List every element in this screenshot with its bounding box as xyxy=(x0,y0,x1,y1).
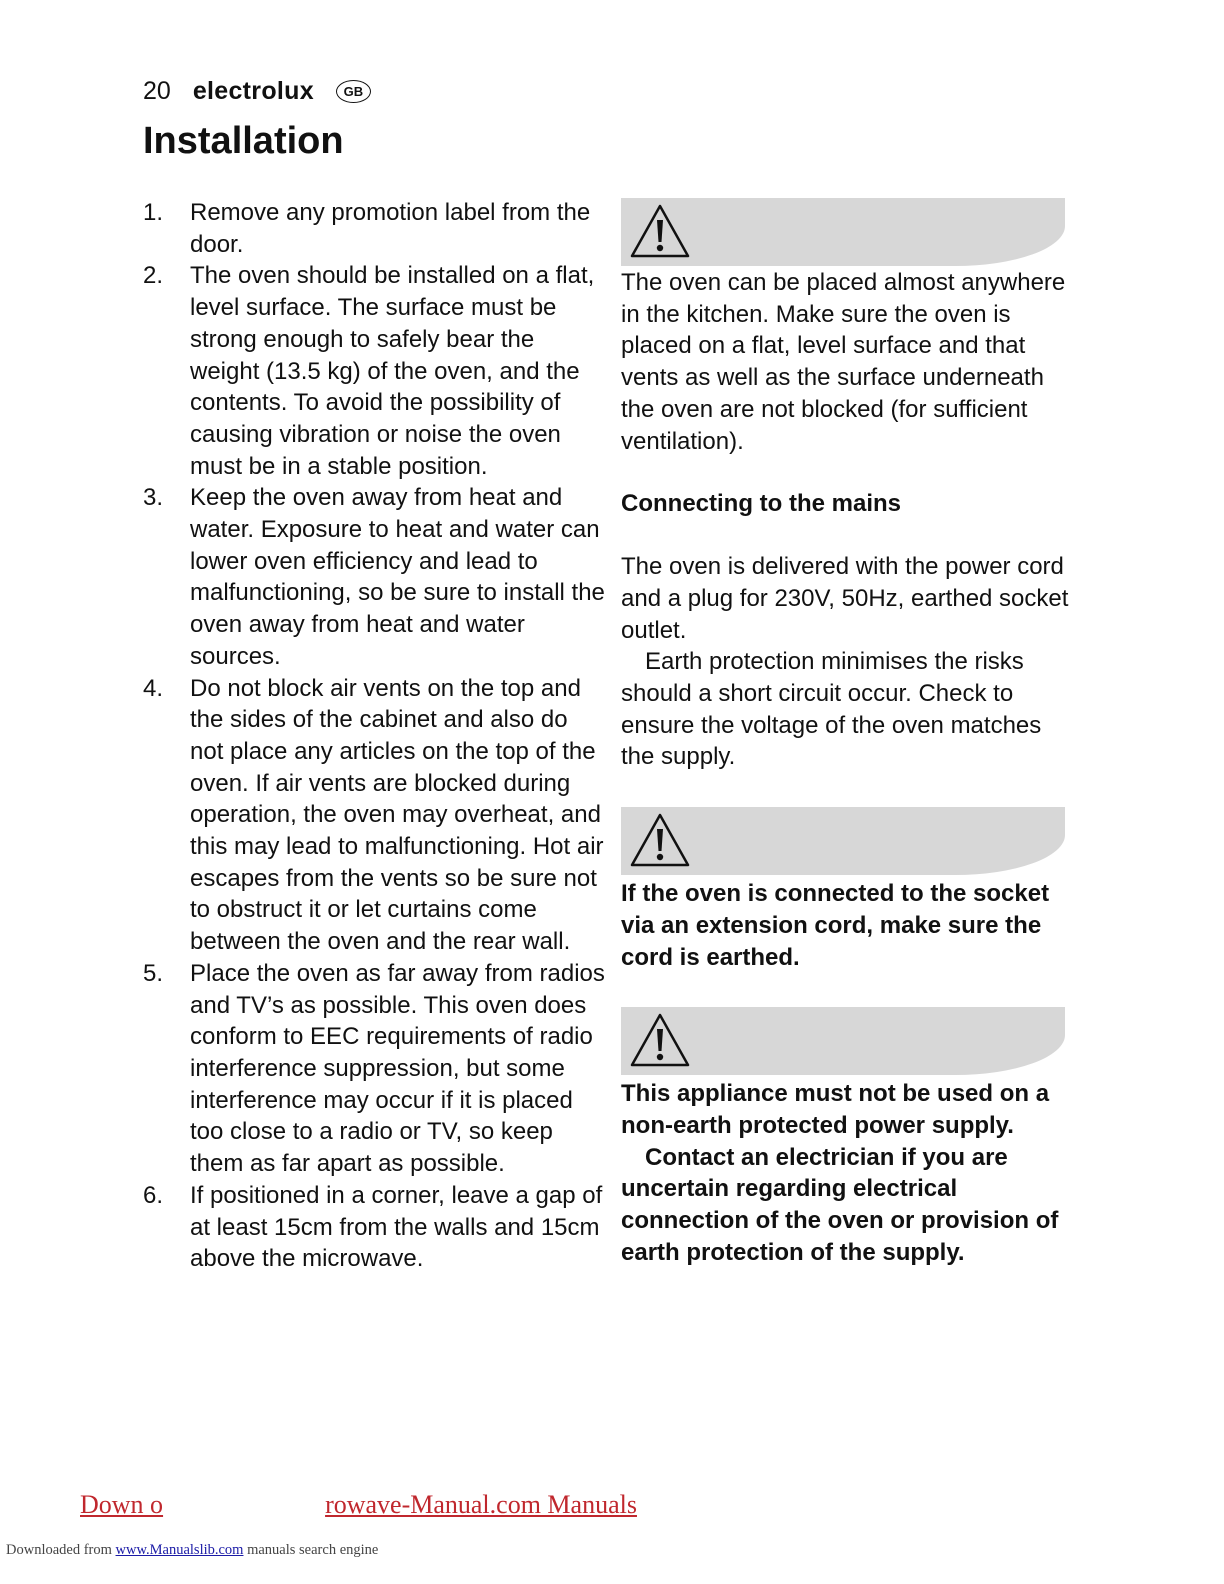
placement-text: The oven can be placed almost anywhere in the kitchen. Make sure the oven is placed on a flat, level surface and that vents as well as the surface underneath the oven are not blocked (for sufficient ventilation). xyxy=(621,269,1066,455)
warning-bar xyxy=(621,807,1065,875)
step-text: Remove any promotion label from the door. xyxy=(190,199,591,258)
watermark-banner[interactable] xyxy=(80,1490,637,1520)
tagline: manuals search engine xyxy=(247,1542,379,1558)
step-number: 2. xyxy=(143,262,164,290)
installation-steps xyxy=(143,197,605,1275)
warning-extension-cord: If the oven is connected to the socket via an extension cord, make sure the cord is earthed. xyxy=(621,880,1050,971)
step-text: Do not block air vents on the top and the sides of the cabinet and also do not place any articles on the top of the oven. If air vents are blocked during operation, the oven may overheat, and this may lead to malfunctioning. Hot air escapes from the vents so be sure not to obstruct it or let curtains come between the oven and the rear wall. xyxy=(190,674,604,956)
step-text: Place the oven as far away from radios and TV’s as possible. This oven does conform to EEC requirements of radio interference suppression, but some interference may occur if it is placed too close to a radio or TV, so keep them as far apart as possible. xyxy=(190,959,605,1178)
warning-triangle-icon xyxy=(629,203,691,259)
step-text: The oven should be installed on a flat, level surface. The surface must be strong enough to safely bear the weight (13.5 kg) of the oven, and the contents. To avoid the possibility of causing vibration or noise the oven must be in a stable position. xyxy=(190,262,595,480)
page-title: Installation xyxy=(143,120,344,162)
list-item xyxy=(143,260,605,482)
step-number: 5. xyxy=(143,959,164,987)
right-column xyxy=(621,198,1073,1268)
watermark-left: Down o xyxy=(80,1490,164,1519)
list-item xyxy=(143,673,605,958)
manualslib-link[interactable]: www.Manualslib.com xyxy=(115,1542,244,1558)
warning-triangle-icon xyxy=(629,1012,691,1068)
warning-bar xyxy=(621,198,1065,266)
section-heading-mains: Connecting to the mains xyxy=(621,490,902,518)
step-number: 4. xyxy=(143,674,164,702)
watermark-right: rowave-Manual.com Manuals xyxy=(325,1490,637,1519)
warning-contact-electrician: Contact an electrician if you are uncertain regarding electrical connection of the oven or provision of earth protection of the supply. xyxy=(621,1143,1059,1266)
page-number: 20 xyxy=(143,76,171,105)
region-badge: GB xyxy=(336,80,371,103)
mains-text: The oven is delivered with the power cord and a plug for 230V, 50Hz, earthed socket outlet. xyxy=(621,553,1069,644)
warning-triangle-icon xyxy=(629,812,691,868)
page-header xyxy=(143,74,371,108)
warning-bar xyxy=(621,1007,1065,1075)
download-footer xyxy=(6,1542,378,1559)
step-number: 3. xyxy=(143,484,164,512)
warning-non-earth-supply: This appliance must not be used on a non-earth protected power supply. xyxy=(621,1080,1050,1139)
list-item xyxy=(143,1180,605,1275)
brand-logo: electrolux xyxy=(192,76,314,105)
list-item xyxy=(143,197,605,260)
list-item xyxy=(143,482,605,672)
downloaded-from-label: Downloaded from xyxy=(6,1542,112,1558)
step-number: 1. xyxy=(143,199,164,226)
list-item xyxy=(143,958,605,1180)
earth-protection-text: Earth protection minimises the risks should a short circuit occur. Check to ensure the voltage of the oven matches the supply. xyxy=(621,648,1042,771)
step-text: If positioned in a corner, leave a gap of at least 15cm from the walls and 15cm above the microwave. xyxy=(190,1181,603,1273)
step-text: Keep the oven away from heat and water. Exposure to heat and water can lower oven efficiency and lead to malfunctioning, so be sure to install the oven away from heat and water sources. xyxy=(190,484,605,670)
step-number: 6. xyxy=(143,1181,164,1209)
